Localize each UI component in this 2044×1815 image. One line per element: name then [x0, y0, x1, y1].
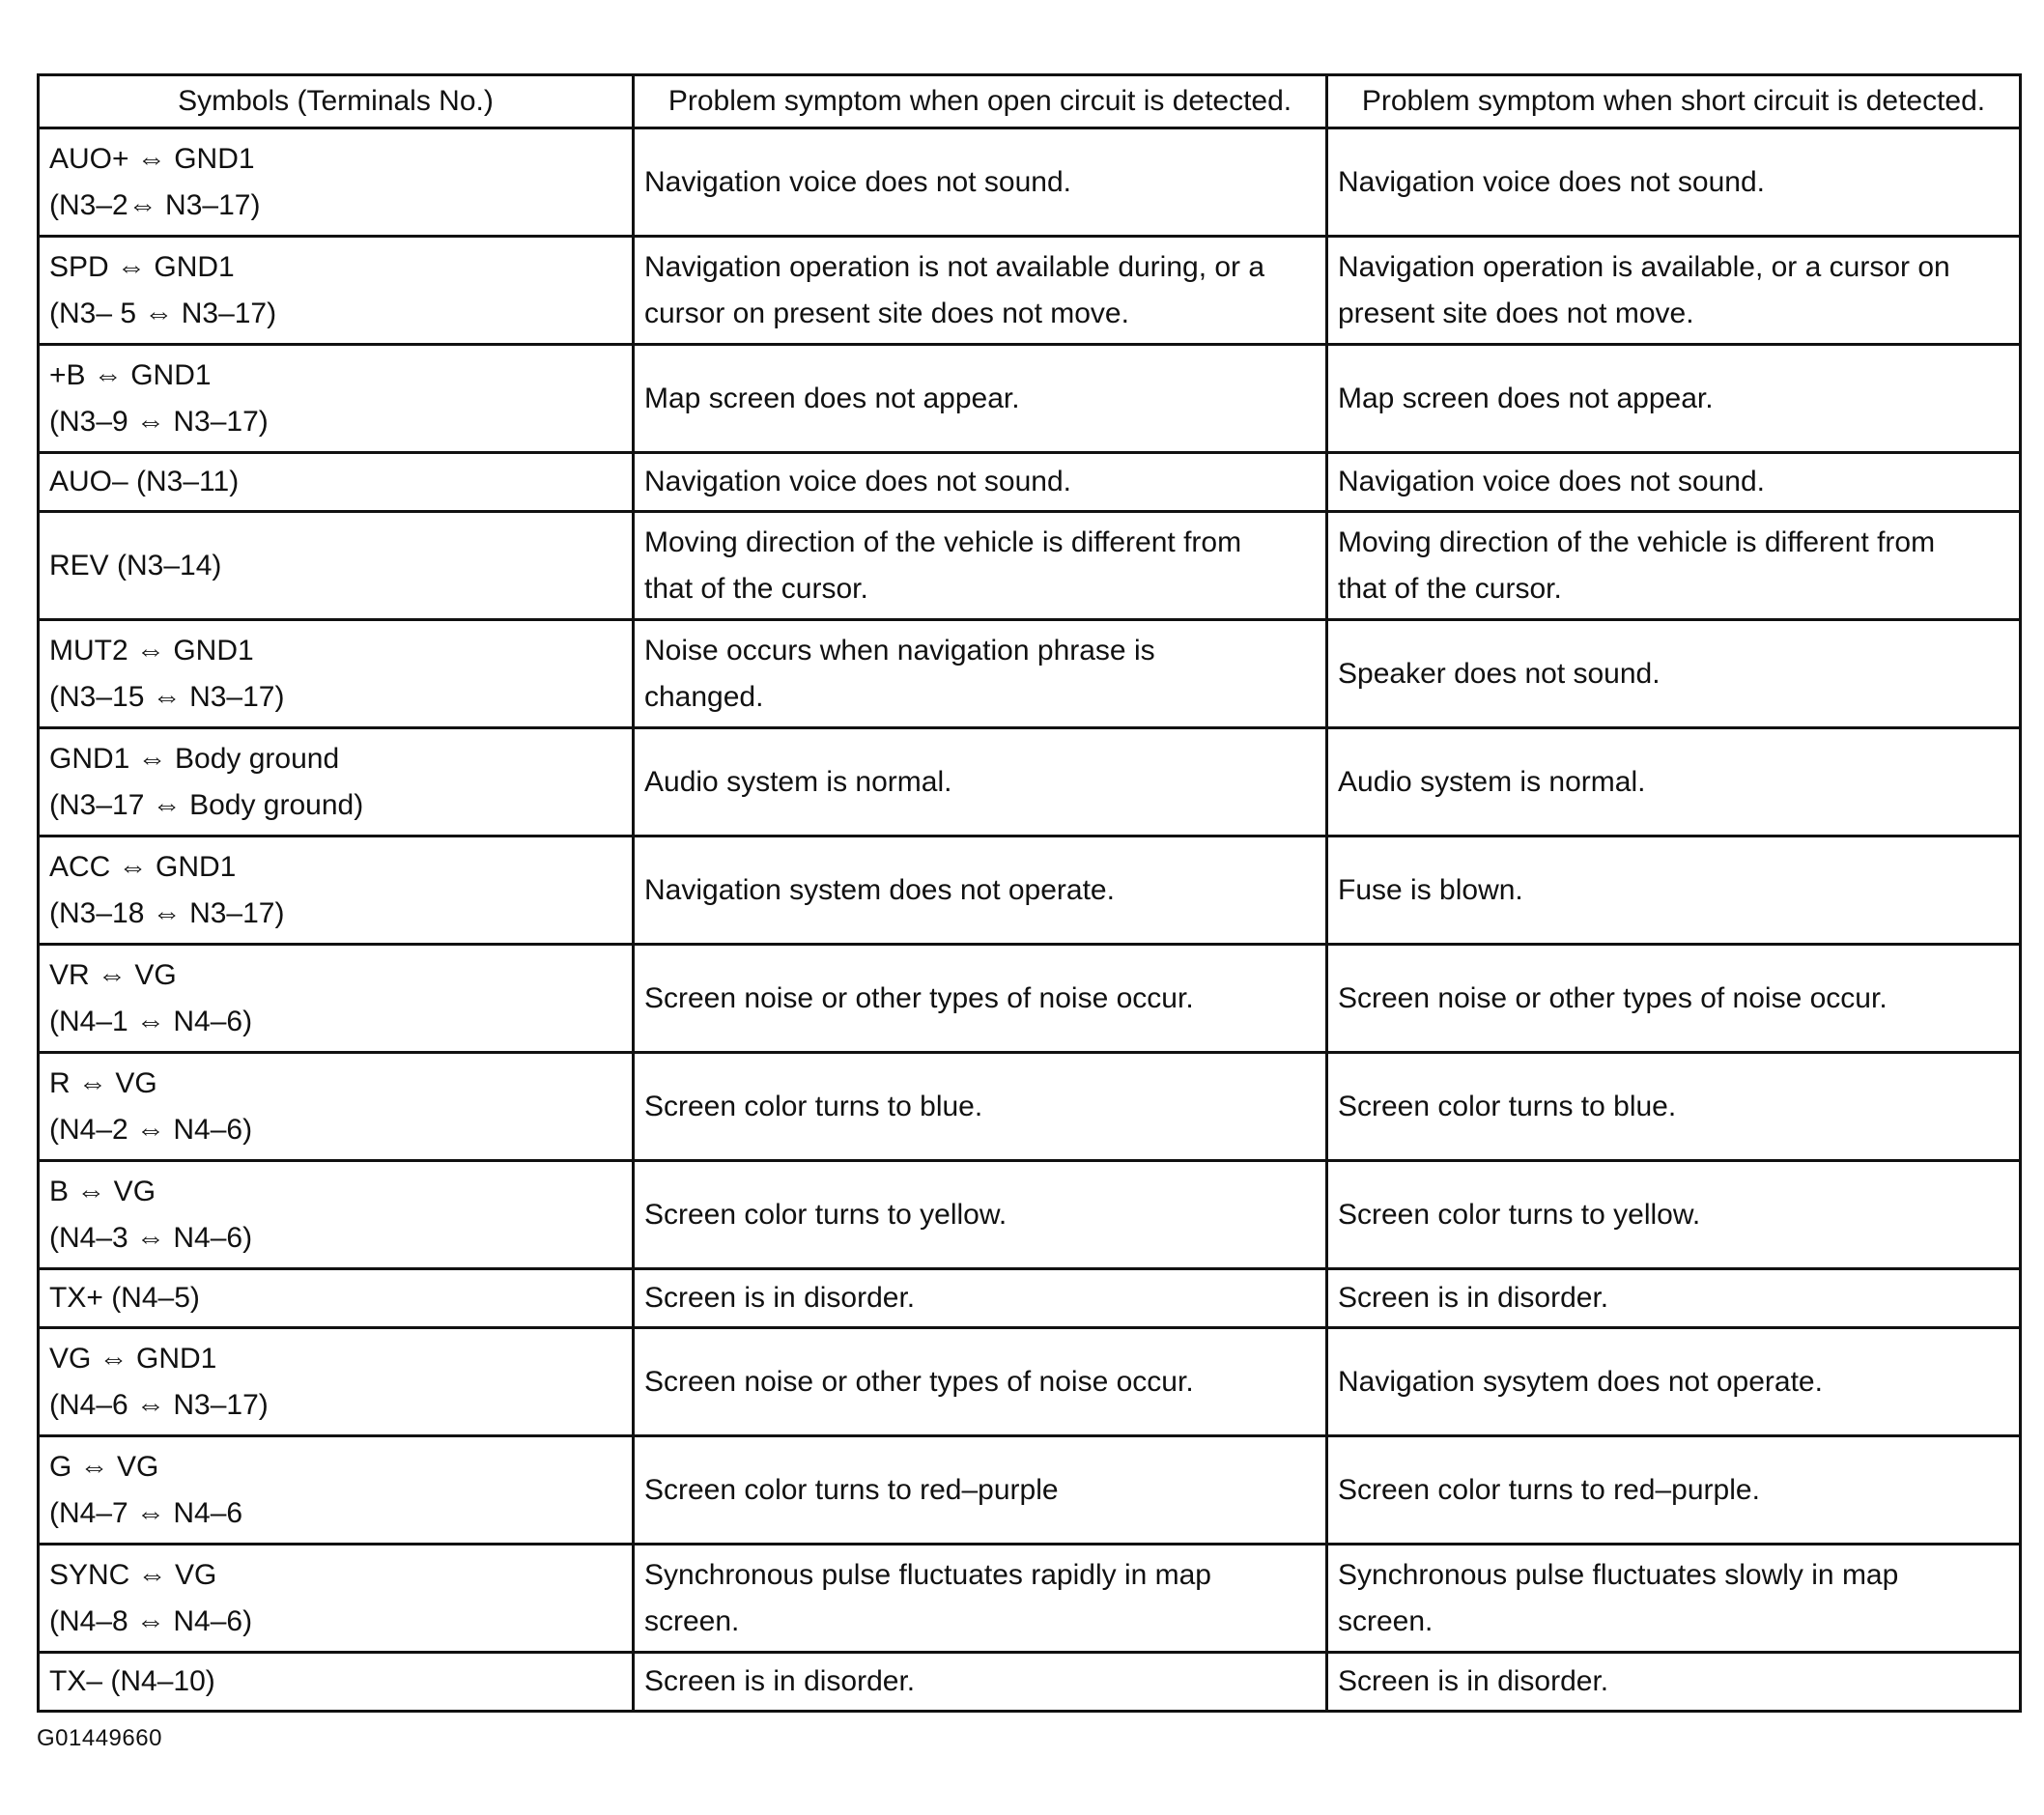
cell-open-symptom	[634, 237, 1327, 345]
cell-text-line: Screen noise or other types of noise occur.	[1338, 981, 1888, 1014]
cell-text-line: (N3– 5 ⇔ N3–17)	[49, 297, 277, 329]
cell-text-line: Screen noise or other types of noise occur.	[644, 1365, 1194, 1398]
cell-symbol	[39, 453, 634, 512]
cell-short-symptom	[1327, 1161, 2021, 1269]
table-row	[39, 945, 2021, 1053]
cell-symbol	[39, 345, 634, 453]
cell-text-line: Screen color turns to blue.	[644, 1090, 983, 1122]
table-row	[39, 128, 2021, 237]
cell-open-symptom	[634, 620, 1327, 728]
table-row	[39, 728, 2021, 837]
cell-text-line: changed.	[644, 680, 764, 713]
cell-open-symptom	[634, 1653, 1327, 1712]
header-open-circuit: Problem symptom when open circuit is detected.	[634, 75, 1327, 128]
cell-open-symptom	[634, 1161, 1327, 1269]
cell-text-line: Navigation voice does not sound.	[644, 466, 1071, 497]
cell-short-symptom	[1327, 1653, 2021, 1712]
cell-text-line: ACC ⇔ GND1	[49, 850, 237, 883]
cell-text-line: (N3–9 ⇔ N3–17)	[49, 405, 269, 438]
cell-symbol	[39, 1269, 634, 1328]
table-row	[39, 453, 2021, 512]
cell-text-line: (N4–3 ⇔ N4–6)	[49, 1221, 253, 1254]
cell-text-line: Screen is in disorder.	[1338, 1282, 1609, 1314]
cell-short-symptom	[1327, 728, 2021, 837]
cell-text-line: REV (N3–14)	[49, 549, 222, 581]
cell-text-line: AUO– (N3–11)	[49, 466, 240, 497]
cell-short-symptom	[1327, 1436, 2021, 1545]
cell-text-line: SPD ⇔ GND1	[49, 250, 235, 283]
cell-text-line: that of the cursor.	[1338, 572, 1562, 605]
cell-text-line: that of the cursor.	[644, 572, 868, 605]
cell-short-symptom	[1327, 128, 2021, 237]
cell-short-symptom	[1327, 1545, 2021, 1653]
cell-symbol	[39, 128, 634, 237]
cell-text-line: Speaker does not sound.	[1338, 657, 1661, 690]
cell-text-line: Screen color turns to yellow.	[644, 1198, 1008, 1231]
cell-open-symptom	[634, 1053, 1327, 1161]
cell-symbol	[39, 945, 634, 1053]
cell-open-symptom	[634, 345, 1327, 453]
cell-text-line: Screen noise or other types of noise occur.	[644, 981, 1194, 1014]
cell-short-symptom	[1327, 620, 2021, 728]
cell-text-line: (N3–18 ⇔ N3–17)	[49, 896, 285, 929]
cell-text-line: screen.	[644, 1604, 740, 1637]
cell-text-line: VR ⇔ VG	[49, 958, 177, 991]
cell-text-line: Audio system is normal.	[644, 765, 952, 798]
cell-text-line: screen.	[1338, 1604, 1434, 1637]
cell-text-line: TX+ (N4–5)	[49, 1282, 200, 1314]
cell-text-line: Navigation sysytem does not operate.	[1338, 1365, 1823, 1398]
cell-text-line: (N4–1 ⇔ N4–6)	[49, 1005, 253, 1037]
cell-text-line: (N4–2 ⇔ N4–6)	[49, 1113, 253, 1146]
table-row	[39, 1161, 2021, 1269]
cell-text-line: Navigation voice does not sound.	[1338, 165, 1765, 198]
header-short-circuit: Problem symptom when short circuit is detected.	[1327, 75, 2021, 128]
table-body	[39, 128, 2021, 1712]
table-row	[39, 1545, 2021, 1653]
table-header	[39, 75, 2021, 128]
cell-text-line: Audio system is normal.	[1338, 765, 1646, 798]
cell-symbol	[39, 728, 634, 837]
cell-text-line: +B ⇔ GND1	[49, 358, 212, 391]
header-symbols: Symbols (Terminals No.)	[39, 75, 634, 128]
cell-text-line: SYNC ⇔ VG	[49, 1558, 217, 1591]
cell-text-line: (N3–17 ⇔ Body ground)	[49, 788, 364, 821]
cell-text-line: GND1 ⇔ Body ground	[49, 742, 340, 775]
cell-text-line: Fuse is blown.	[1338, 873, 1523, 906]
cell-symbol	[39, 1545, 634, 1653]
cell-short-symptom	[1327, 1269, 2021, 1328]
table-row	[39, 1053, 2021, 1161]
cell-open-symptom	[634, 728, 1327, 837]
cell-text-line: Screen color turns to yellow.	[1338, 1198, 1701, 1231]
cell-open-symptom	[634, 1436, 1327, 1545]
table-row	[39, 1269, 2021, 1328]
cell-text-line: Navigation voice does not sound.	[644, 165, 1071, 198]
cell-symbol	[39, 1436, 634, 1545]
cell-text-line: B ⇔ VG	[49, 1175, 156, 1207]
cell-symbol	[39, 837, 634, 945]
table-row	[39, 237, 2021, 345]
table-row	[39, 1436, 2021, 1545]
cell-text-line: present site does not move.	[1338, 297, 1694, 329]
cell-open-symptom	[634, 1269, 1327, 1328]
cell-text-line: (N3–15 ⇔ N3–17)	[49, 680, 285, 713]
cell-open-symptom	[634, 512, 1327, 620]
cell-text-line: Moving direction of the vehicle is different from	[644, 525, 1242, 558]
cell-text-line: Synchronous pulse fluctuates slowly in map	[1338, 1558, 1899, 1591]
cell-text-line: R ⇔ VG	[49, 1066, 157, 1099]
cell-symbol	[39, 620, 634, 728]
cell-open-symptom	[634, 945, 1327, 1053]
cell-text-line: Screen color turns to red–purple.	[1338, 1473, 1760, 1506]
cell-text-line: cursor on present site does not move.	[644, 297, 1129, 329]
cell-open-symptom	[634, 1328, 1327, 1436]
cell-text-line: AUO+ ⇔ GND1	[49, 142, 255, 175]
cell-open-symptom	[634, 837, 1327, 945]
cell-text-line: Map screen does not appear.	[644, 382, 1020, 414]
cell-text-line: Noise occurs when navigation phrase is	[644, 634, 1155, 666]
cell-text-line: TX– (N4–10)	[49, 1665, 215, 1697]
cell-text-line: Screen is in disorder.	[644, 1282, 916, 1314]
cell-text-line: (N4–8 ⇔ N4–6)	[49, 1604, 253, 1637]
cell-text-line: Navigation operation is not available during, or a	[644, 250, 1265, 283]
cell-symbol	[39, 1653, 634, 1712]
cell-text-line: Screen is in disorder.	[1338, 1665, 1609, 1697]
cell-short-symptom	[1327, 237, 2021, 345]
cell-short-symptom	[1327, 837, 2021, 945]
cell-text-line: (N3–2⇔ N3–17)	[49, 188, 261, 221]
cell-symbol	[39, 1328, 634, 1436]
cell-text-line: Synchronous pulse fluctuates rapidly in map	[644, 1558, 1211, 1591]
cell-symbol	[39, 1161, 634, 1269]
figure-id: G01449660	[37, 1725, 162, 1751]
cell-text-line: Map screen does not appear.	[1338, 382, 1714, 414]
cell-short-symptom	[1327, 1328, 2021, 1436]
table-row	[39, 345, 2021, 453]
cell-open-symptom	[634, 453, 1327, 512]
cell-text-line: Screen color turns to blue.	[1338, 1090, 1677, 1122]
cell-open-symptom	[634, 1545, 1327, 1653]
cell-text-line: (N4–7 ⇔ N4–6	[49, 1496, 243, 1529]
diagnosis-table	[37, 73, 2022, 1713]
cell-text-line: Navigation voice does not sound.	[1338, 466, 1765, 497]
cell-short-symptom	[1327, 1053, 2021, 1161]
cell-short-symptom	[1327, 512, 2021, 620]
table-row	[39, 620, 2021, 728]
cell-symbol	[39, 237, 634, 345]
cell-short-symptom	[1327, 945, 2021, 1053]
cell-text-line: Navigation operation is available, or a cursor on	[1338, 250, 1950, 283]
cell-short-symptom	[1327, 345, 2021, 453]
table-row	[39, 837, 2021, 945]
header-row	[39, 75, 2021, 128]
cell-text-line: VG ⇔ GND1	[49, 1342, 217, 1375]
table-row	[39, 1653, 2021, 1712]
cell-text-line: Moving direction of the vehicle is different from	[1338, 525, 1936, 558]
cell-short-symptom	[1327, 453, 2021, 512]
cell-text-line: (N4–6 ⇔ N3–17)	[49, 1388, 269, 1421]
cell-text-line: Screen is in disorder.	[644, 1665, 916, 1697]
cell-text-line: G ⇔ VG	[49, 1450, 159, 1483]
cell-text-line: MUT2 ⇔ GND1	[49, 634, 254, 666]
cell-text-line: Navigation system does not operate.	[644, 873, 1115, 906]
table-row	[39, 512, 2021, 620]
cell-symbol	[39, 512, 634, 620]
table-row	[39, 1328, 2021, 1436]
cell-symbol	[39, 1053, 634, 1161]
cell-text-line: Screen color turns to red–purple	[644, 1473, 1059, 1506]
cell-open-symptom	[634, 128, 1327, 237]
